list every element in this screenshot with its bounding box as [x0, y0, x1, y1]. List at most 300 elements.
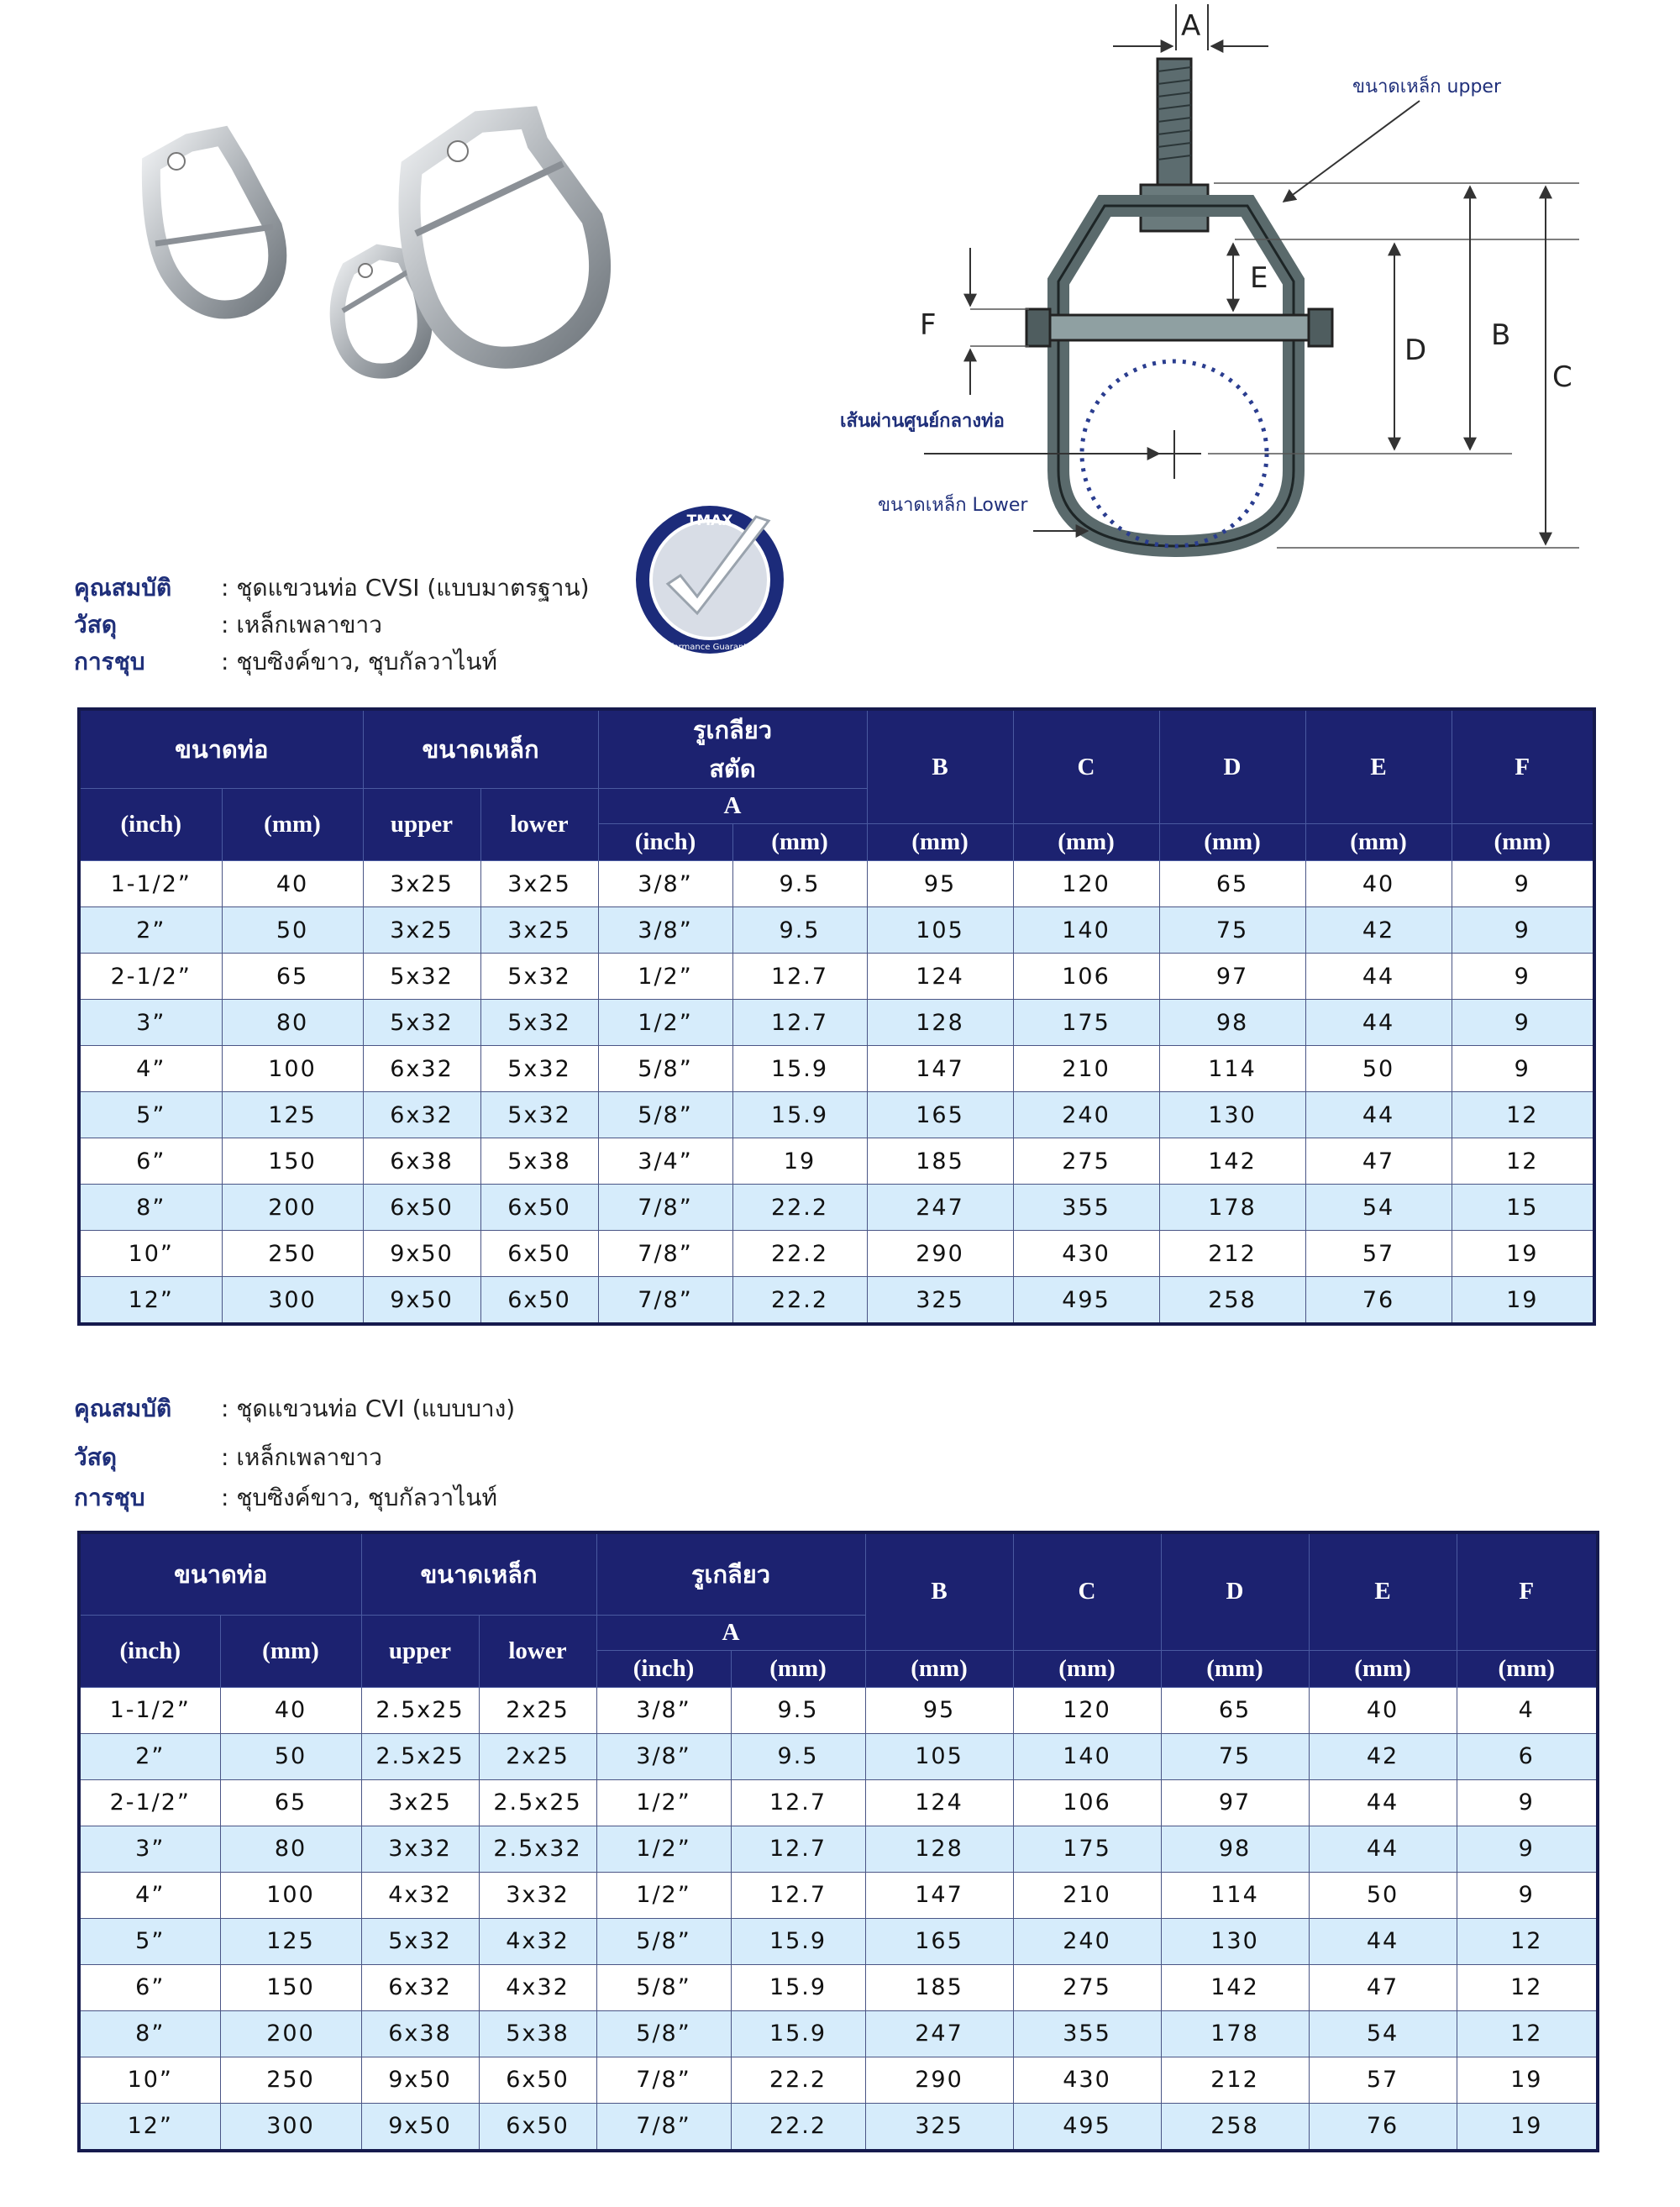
cell-b-mm: 95	[865, 1687, 1013, 1733]
cell-f-mm: 12	[1452, 1092, 1594, 1138]
cell-steel-upper: 5x32	[361, 1918, 479, 1964]
cell-pipe-inch: 8”	[79, 2010, 220, 2057]
cell-steel-lower: 2.5x32	[479, 1826, 596, 1872]
cell-steel-lower: 5x38	[479, 2010, 596, 2057]
badge-top-text: TMAX	[686, 512, 733, 529]
plating-label: การชุบ	[74, 648, 145, 675]
cell-a-mm: 15.9	[731, 1964, 865, 2010]
header-lower: lower	[479, 1615, 596, 1687]
cvsi-spec-table	[77, 707, 1596, 1326]
cell-a-mm: 9.5	[731, 1733, 865, 1779]
cell-steel-lower: 5x32	[480, 1046, 598, 1092]
cell-steel-lower: 2.5x25	[479, 1779, 596, 1826]
cell-a-mm: 15.9	[732, 1046, 867, 1092]
cell-e-mm: 54	[1305, 1185, 1452, 1231]
cell-pipe-inch: 4”	[79, 1046, 222, 1092]
header-c: C	[1013, 709, 1159, 824]
header-c: C	[1013, 1532, 1161, 1650]
table-row	[79, 1872, 1598, 1918]
cell-b-mm: 105	[867, 907, 1013, 954]
cell-steel-lower: 5x32	[480, 1092, 598, 1138]
cell-e-mm: 57	[1309, 2057, 1457, 2103]
table-row	[79, 2010, 1598, 2057]
header-thread-hole	[598, 709, 867, 789]
cell-a-mm: 12.7	[732, 1000, 867, 1046]
cell-a-mm: 9.5	[731, 1687, 865, 1733]
cell-f-mm: 19	[1457, 2057, 1598, 2103]
material-label: วัสดุ	[74, 611, 117, 638]
cell-pipe-mm: 100	[222, 1046, 363, 1092]
table-row	[79, 1964, 1598, 2010]
cell-c-mm: 140	[1013, 907, 1159, 954]
cell-pipe-inch: 8”	[79, 1185, 222, 1231]
cell-e-mm: 44	[1305, 1000, 1452, 1046]
cell-c-mm: 175	[1013, 1000, 1159, 1046]
section1-properties	[74, 570, 590, 680]
cell-d-mm: 212	[1159, 1231, 1305, 1277]
header-e: E	[1309, 1532, 1457, 1650]
cell-f-mm: 19	[1457, 2103, 1598, 2151]
cell-pipe-mm: 125	[220, 1918, 361, 1964]
header-e: E	[1305, 709, 1452, 824]
table-row	[79, 1733, 1598, 1779]
cell-pipe-inch: 2-1/2”	[79, 1779, 220, 1826]
cell-steel-upper: 3x25	[363, 861, 480, 907]
cell-e-mm: 50	[1305, 1046, 1452, 1092]
header-d-mm: (mm)	[1161, 1650, 1309, 1687]
properties-value: : ชุดแขวนท่อ CVI (แบบบาง)	[221, 1395, 516, 1422]
cell-f-mm: 9	[1452, 861, 1594, 907]
cell-a-inch: 5/8”	[596, 1964, 731, 2010]
header-a-inch: (inch)	[596, 1650, 731, 1687]
cell-pipe-inch: 12”	[79, 1277, 222, 1325]
cell-a-mm: 9.5	[732, 907, 867, 954]
cell-b-mm: 128	[865, 1826, 1013, 1872]
table-row	[79, 1779, 1598, 1826]
cell-a-inch: 5/8”	[596, 1918, 731, 1964]
header-f-mm: (mm)	[1452, 824, 1594, 861]
dim-label-b: B	[1491, 318, 1511, 352]
cell-steel-upper: 5x32	[363, 1000, 480, 1046]
header-pipe-size: ขนาดท่อ	[79, 1532, 361, 1615]
cell-c-mm: 430	[1013, 1231, 1159, 1277]
cell-d-mm: 130	[1161, 1918, 1309, 1964]
cell-steel-upper: 6x50	[363, 1185, 480, 1231]
header-stud-text: สตัด	[709, 756, 756, 783]
table-row	[79, 1000, 1594, 1046]
cell-a-inch: 1/2”	[596, 1779, 731, 1826]
cell-pipe-inch: 10”	[79, 2057, 220, 2103]
cell-f-mm: 15	[1452, 1185, 1594, 1231]
table-row	[79, 907, 1594, 954]
plating-label: การชุบ	[74, 1484, 145, 1511]
cell-b-mm: 185	[865, 1964, 1013, 2010]
header-a-mm: (mm)	[732, 824, 867, 861]
cell-pipe-mm: 50	[220, 1733, 361, 1779]
table-row	[79, 1185, 1594, 1231]
cell-d-mm: 114	[1161, 1872, 1309, 1918]
cell-steel-upper: 4x32	[361, 1872, 479, 1918]
header-upper: upper	[361, 1615, 479, 1687]
cell-steel-upper: 6x32	[361, 1964, 479, 2010]
table-row	[79, 1231, 1594, 1277]
cell-a-inch: 3/8”	[598, 861, 732, 907]
clevis-hanger-diagram	[806, 0, 1604, 571]
cell-pipe-mm: 200	[220, 2010, 361, 2057]
cell-a-mm: 15.9	[732, 1092, 867, 1138]
cell-steel-upper: 6x38	[361, 2010, 479, 2057]
cell-steel-lower: 4x32	[479, 1918, 596, 1964]
cell-a-inch: 1/2”	[598, 954, 732, 1000]
cell-a-inch: 3/4”	[598, 1138, 732, 1185]
cell-pipe-mm: 150	[220, 1964, 361, 2010]
cell-d-mm: 258	[1161, 2103, 1309, 2151]
cell-a-mm: 22.2	[731, 2057, 865, 2103]
cell-pipe-mm: 250	[220, 2057, 361, 2103]
table-row	[79, 2057, 1598, 2103]
cell-f-mm: 9	[1452, 1000, 1594, 1046]
cell-b-mm: 124	[865, 1779, 1013, 1826]
cell-pipe-mm: 80	[222, 1000, 363, 1046]
cell-d-mm: 75	[1159, 907, 1305, 954]
cell-steel-lower: 5x38	[480, 1138, 598, 1185]
cell-a-mm: 12.7	[731, 1826, 865, 1872]
cell-d-mm: 142	[1161, 1964, 1309, 2010]
cell-pipe-inch: 12”	[79, 2103, 220, 2151]
table-row	[79, 2103, 1598, 2151]
table-row	[79, 861, 1594, 907]
cell-pipe-inch: 1-1/2”	[79, 1687, 220, 1733]
cell-a-mm: 22.2	[731, 2103, 865, 2151]
cell-d-mm: 98	[1159, 1000, 1305, 1046]
header-steel-size: ขนาดเหล็ก	[363, 709, 598, 789]
cell-pipe-mm: 300	[220, 2103, 361, 2151]
cell-e-mm: 47	[1309, 1964, 1457, 2010]
cell-a-mm: 22.2	[732, 1231, 867, 1277]
cell-a-inch: 7/8”	[598, 1277, 732, 1325]
cell-f-mm: 19	[1452, 1231, 1594, 1277]
header-b-mm: (mm)	[867, 824, 1013, 861]
cell-pipe-mm: 65	[222, 954, 363, 1000]
cell-d-mm: 178	[1159, 1185, 1305, 1231]
cell-steel-upper: 9x50	[361, 2103, 479, 2151]
tmax-badge	[630, 500, 790, 659]
cell-steel-lower: 6x50	[480, 1277, 598, 1325]
cell-e-mm: 42	[1309, 1733, 1457, 1779]
cell-steel-lower: 6x50	[479, 2057, 596, 2103]
cell-c-mm: 240	[1013, 1918, 1161, 1964]
header-d: D	[1159, 709, 1305, 824]
cell-e-mm: 44	[1309, 1779, 1457, 1826]
cell-c-mm: 495	[1013, 1277, 1159, 1325]
cell-f-mm: 9	[1452, 907, 1594, 954]
cell-f-mm: 6	[1457, 1733, 1598, 1779]
table-row	[79, 1046, 1594, 1092]
dim-label-a: A	[1181, 9, 1201, 43]
cell-c-mm: 275	[1013, 1138, 1159, 1185]
header-a: A	[598, 789, 867, 824]
cell-a-mm: 15.9	[731, 1918, 865, 1964]
material-value: : เหล็กเพลาขาว	[221, 1443, 382, 1471]
cell-b-mm: 290	[867, 1231, 1013, 1277]
cell-a-inch: 5/8”	[598, 1092, 732, 1138]
table-row	[79, 1687, 1598, 1733]
cell-pipe-mm: 65	[220, 1779, 361, 1826]
cell-a-inch: 3/8”	[598, 907, 732, 954]
header-upper: upper	[363, 789, 480, 861]
header-mm: (mm)	[222, 789, 363, 861]
header-e-mm: (mm)	[1305, 824, 1452, 861]
header-c-mm: (mm)	[1013, 824, 1159, 861]
cell-steel-lower: 4x32	[479, 1964, 596, 2010]
cell-c-mm: 275	[1013, 1964, 1161, 2010]
header-a-mm: (mm)	[731, 1650, 865, 1687]
cell-e-mm: 76	[1305, 1277, 1452, 1325]
dim-label-e: E	[1250, 261, 1268, 295]
cell-steel-lower: 6x50	[479, 2103, 596, 2151]
product-photo	[126, 84, 764, 420]
cell-steel-upper: 6x38	[363, 1138, 480, 1185]
header-a: A	[596, 1615, 865, 1650]
header-c-mm: (mm)	[1013, 1650, 1161, 1687]
cell-steel-lower: 2x25	[479, 1733, 596, 1779]
cell-c-mm: 175	[1013, 1826, 1161, 1872]
cell-a-inch: 5/8”	[596, 2010, 731, 2057]
cell-steel-upper: 3x32	[361, 1826, 479, 1872]
cell-a-inch: 7/8”	[596, 2057, 731, 2103]
cell-c-mm: 106	[1013, 1779, 1161, 1826]
cell-e-mm: 54	[1309, 2010, 1457, 2057]
cell-a-inch: 7/8”	[596, 2103, 731, 2151]
cell-c-mm: 495	[1013, 2103, 1161, 2151]
cell-a-inch: 7/8”	[598, 1231, 732, 1277]
plating-value: : ชุบซิงค์ขาว, ชุบกัลวาไนท์	[221, 1484, 497, 1511]
cell-pipe-mm: 40	[220, 1687, 361, 1733]
cell-steel-lower: 5x32	[480, 954, 598, 1000]
cell-steel-lower: 6x50	[480, 1185, 598, 1231]
header-pipe-size: ขนาดท่อ	[79, 709, 363, 789]
cell-e-mm: 42	[1305, 907, 1452, 954]
header-f-mm: (mm)	[1457, 1650, 1598, 1687]
cell-steel-upper: 9x50	[363, 1231, 480, 1277]
cell-pipe-inch: 2”	[79, 907, 222, 954]
header-steel-size: ขนาดเหล็ก	[361, 1532, 596, 1615]
cell-pipe-inch: 2”	[79, 1733, 220, 1779]
cell-b-mm: 105	[865, 1733, 1013, 1779]
cell-b-mm: 124	[867, 954, 1013, 1000]
cell-c-mm: 430	[1013, 2057, 1161, 2103]
cell-steel-lower: 6x50	[480, 1231, 598, 1277]
cell-pipe-mm: 200	[222, 1185, 363, 1231]
cell-b-mm: 185	[867, 1138, 1013, 1185]
plating-value: : ชุบซิงค์ขาว, ชุบกัลวาไนท์	[221, 648, 497, 675]
cell-f-mm: 12	[1452, 1138, 1594, 1185]
badge-bottom-text: Performance Guaranteed	[657, 643, 763, 652]
cell-d-mm: 178	[1161, 2010, 1309, 2057]
cell-steel-upper: 2.5x25	[361, 1733, 479, 1779]
cell-e-mm: 40	[1305, 861, 1452, 907]
table-row	[79, 1277, 1594, 1325]
cell-e-mm: 57	[1305, 1231, 1452, 1277]
dim-label-f: F	[920, 308, 937, 342]
cell-d-mm: 97	[1161, 1779, 1309, 1826]
cell-steel-upper: 6x32	[363, 1092, 480, 1138]
cell-d-mm: 130	[1159, 1092, 1305, 1138]
cell-f-mm: 9	[1452, 1046, 1594, 1092]
cell-steel-upper: 6x32	[363, 1046, 480, 1092]
cell-d-mm: 114	[1159, 1046, 1305, 1092]
cell-b-mm: 325	[865, 2103, 1013, 2151]
cell-e-mm: 47	[1305, 1138, 1452, 1185]
cell-pipe-mm: 50	[222, 907, 363, 954]
material-value: : เหล็กเพลาขาว	[221, 611, 382, 638]
cell-pipe-inch: 6”	[79, 1964, 220, 2010]
cell-b-mm: 325	[867, 1277, 1013, 1325]
cvi-spec-table	[77, 1531, 1599, 2152]
cell-e-mm: 50	[1309, 1872, 1457, 1918]
dim-label-d: D	[1404, 334, 1427, 367]
cell-b-mm: 290	[865, 2057, 1013, 2103]
cell-c-mm: 120	[1013, 1687, 1161, 1733]
cell-b-mm: 147	[867, 1046, 1013, 1092]
properties-label: คุณสมบัติ	[74, 1395, 172, 1422]
cell-pipe-inch: 6”	[79, 1138, 222, 1185]
cell-a-inch: 3/8”	[596, 1687, 731, 1733]
cell-a-inch: 3/8”	[596, 1733, 731, 1779]
cell-pipe-inch: 5”	[79, 1092, 222, 1138]
cell-steel-upper: 3x25	[361, 1779, 479, 1826]
cell-f-mm: 12	[1457, 1964, 1598, 2010]
table-row	[79, 1138, 1594, 1185]
center-line-label: เส้นผ่านศูนย์กลางท่อ	[840, 411, 1005, 432]
cell-d-mm: 212	[1161, 2057, 1309, 2103]
header-inch: (inch)	[79, 789, 222, 861]
cell-pipe-mm: 300	[222, 1277, 363, 1325]
cell-pipe-inch: 3”	[79, 1826, 220, 1872]
cell-steel-lower: 3x25	[480, 907, 598, 954]
cell-b-mm: 247	[865, 2010, 1013, 2057]
properties-value: : ชุดแขวนท่อ CVSI (แบบมาตรฐาน)	[221, 574, 590, 602]
cell-a-mm: 22.2	[732, 1185, 867, 1231]
cell-c-mm: 355	[1013, 1185, 1159, 1231]
cell-d-mm: 142	[1159, 1138, 1305, 1185]
hanger-small-left	[151, 136, 277, 309]
header-f: F	[1452, 709, 1594, 824]
cell-c-mm: 120	[1013, 861, 1159, 907]
cell-steel-upper: 2.5x25	[361, 1687, 479, 1733]
cell-d-mm: 258	[1159, 1277, 1305, 1325]
cell-a-inch: 5/8”	[598, 1046, 732, 1092]
header-b: B	[867, 709, 1013, 824]
header-a-inch: (inch)	[598, 824, 732, 861]
cell-e-mm: 44	[1305, 954, 1452, 1000]
cell-b-mm: 247	[867, 1185, 1013, 1231]
cell-e-mm: 44	[1305, 1092, 1452, 1138]
header-d: D	[1161, 1532, 1309, 1650]
cell-b-mm: 147	[865, 1872, 1013, 1918]
header-lower: lower	[480, 789, 598, 861]
hanger-large-right	[410, 118, 601, 358]
cell-a-inch: 1/2”	[596, 1826, 731, 1872]
cell-a-mm: 15.9	[731, 2010, 865, 2057]
lower-steel-label: ขนาดเหล็ก Lower	[878, 495, 1028, 516]
material-label: วัสดุ	[74, 1443, 117, 1471]
cell-pipe-inch: 2-1/2”	[79, 954, 222, 1000]
cell-a-inch: 1/2”	[596, 1872, 731, 1918]
cell-c-mm: 355	[1013, 2010, 1161, 2057]
table-row	[79, 1092, 1594, 1138]
cell-a-inch: 1/2”	[598, 1000, 732, 1046]
cell-b-mm: 95	[867, 861, 1013, 907]
cell-steel-lower: 3x25	[480, 861, 598, 907]
table-row	[79, 954, 1594, 1000]
cell-a-mm: 12.7	[731, 1779, 865, 1826]
cell-a-mm: 22.2	[732, 1277, 867, 1325]
cell-c-mm: 140	[1013, 1733, 1161, 1779]
cell-b-mm: 128	[867, 1000, 1013, 1046]
cell-steel-upper: 9x50	[363, 1277, 480, 1325]
header-e-mm: (mm)	[1309, 1650, 1457, 1687]
cell-f-mm: 9	[1457, 1779, 1598, 1826]
cell-d-mm: 75	[1161, 1733, 1309, 1779]
header-b: B	[865, 1532, 1013, 1650]
dim-label-c: C	[1552, 360, 1572, 394]
header-thread-hole: รูเกลียว	[596, 1532, 865, 1615]
cell-steel-lower: 5x32	[480, 1000, 598, 1046]
header-mm: (mm)	[220, 1615, 361, 1687]
cell-pipe-mm: 125	[222, 1092, 363, 1138]
header-inch: (inch)	[79, 1615, 220, 1687]
cell-e-mm: 44	[1309, 1918, 1457, 1964]
cell-a-mm: 19	[732, 1138, 867, 1185]
cell-c-mm: 210	[1013, 1872, 1161, 1918]
cell-d-mm: 97	[1159, 954, 1305, 1000]
cell-steel-upper: 9x50	[361, 2057, 479, 2103]
cell-c-mm: 106	[1013, 954, 1159, 1000]
cell-f-mm: 4	[1457, 1687, 1598, 1733]
table-row	[79, 1918, 1598, 1964]
cell-pipe-inch: 5”	[79, 1918, 220, 1964]
cell-e-mm: 40	[1309, 1687, 1457, 1733]
cell-pipe-mm: 150	[222, 1138, 363, 1185]
cell-d-mm: 98	[1161, 1826, 1309, 1872]
cell-pipe-inch: 1-1/2”	[79, 861, 222, 907]
cell-pipe-mm: 250	[222, 1231, 363, 1277]
cell-e-mm: 76	[1309, 2103, 1457, 2151]
cell-pipe-mm: 80	[220, 1826, 361, 1872]
cell-b-mm: 165	[867, 1092, 1013, 1138]
cell-f-mm: 12	[1457, 1918, 1598, 1964]
cell-a-mm: 12.7	[731, 1872, 865, 1918]
header-f: F	[1457, 1532, 1598, 1650]
cell-f-mm: 19	[1452, 1277, 1594, 1325]
upper-steel-label: ขนาดเหล็ก upper	[1352, 76, 1501, 97]
section2-properties	[74, 1390, 515, 1516]
cell-pipe-inch: 10”	[79, 1231, 222, 1277]
cell-b-mm: 165	[865, 1918, 1013, 1964]
cell-steel-upper: 3x25	[363, 907, 480, 954]
header-thread-hole-text: รูเกลียว	[692, 717, 773, 744]
cell-d-mm: 65	[1159, 861, 1305, 907]
cell-f-mm: 9	[1457, 1872, 1598, 1918]
cell-pipe-mm: 100	[220, 1872, 361, 1918]
cell-steel-lower: 3x32	[479, 1872, 596, 1918]
cell-steel-upper: 5x32	[363, 954, 480, 1000]
cell-a-mm: 9.5	[732, 861, 867, 907]
cell-pipe-mm: 40	[222, 861, 363, 907]
cell-e-mm: 44	[1309, 1826, 1457, 1872]
header-b-mm: (mm)	[865, 1650, 1013, 1687]
